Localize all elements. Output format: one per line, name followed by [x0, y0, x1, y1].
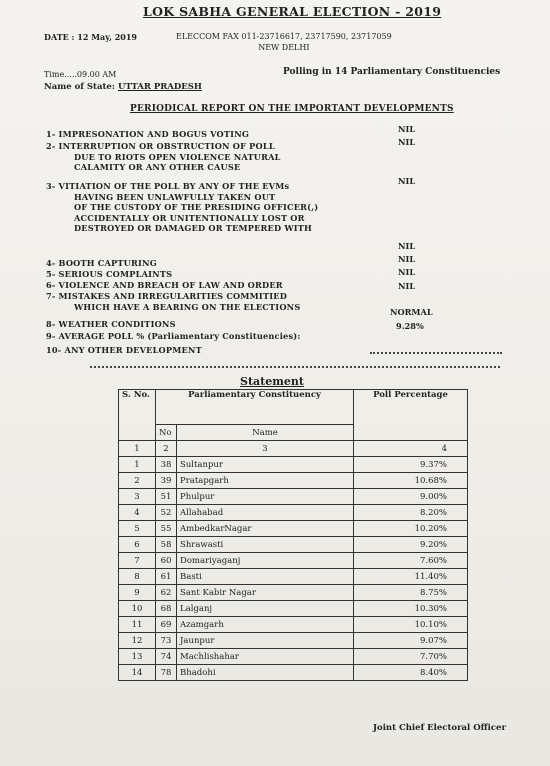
report-item [46, 345, 202, 356]
table-row [119, 617, 468, 633]
poll-percentage-cell: 10.68% [354, 473, 468, 489]
report-item [46, 280, 283, 291]
report-date: DATE : 12 May, 2019 [44, 32, 137, 42]
poll-percentage-cell: 8.20% [354, 505, 468, 521]
report-item-line: 3- VITIATION OF THE POLL BY ANY OF THE EVMs [46, 181, 290, 191]
report-item-line: DUE TO RIOTS OPEN VIOLENCE NATURAL [74, 151, 281, 162]
report-item-line: 10- ANY OTHER DEVELOPMENT [46, 345, 202, 355]
report-item-status: NIL [398, 281, 416, 291]
sno-cell: 2 [119, 473, 156, 489]
sno-cell: 1 [119, 457, 156, 473]
fax-numbers: ELECCOM FAX 011-23716617, 23717590, 23717059 [176, 32, 392, 41]
pc-number-cell: 39 [156, 473, 177, 489]
sno-cell: 12 [119, 633, 156, 649]
pc-number-cell: 74 [156, 649, 177, 665]
report-item [46, 269, 172, 280]
pc-name-cell: Lalganj [177, 601, 354, 617]
report-item-status: NIL [398, 254, 416, 264]
pc-name-cell: Bhadohi [177, 665, 354, 681]
dotted-divider [90, 366, 500, 368]
fax-info [176, 31, 392, 53]
poll-percentage-cell: 9.00% [354, 489, 468, 505]
report-item [46, 141, 281, 173]
report-item [46, 331, 301, 342]
sub-name-header: Name [177, 425, 354, 441]
table-body [119, 457, 468, 681]
pc-name-cell: Sant Kabir Nagar [177, 585, 354, 601]
pc-name-cell: Basti [177, 569, 354, 585]
index-row [119, 441, 468, 457]
report-item-line: 5- SERIOUS COMPLAINTS [46, 269, 173, 279]
report-item-line: 6- VIOLENCE AND BREACH OF LAW AND ORDER [46, 280, 283, 290]
report-item-line: 9- AVERAGE POLL % (Parliamentary Constituencies): [46, 331, 301, 341]
poll-percentage-cell: 7.60% [354, 553, 468, 569]
poll-percentage-cell: 9.20% [354, 537, 468, 553]
statement-title: Statement [240, 375, 304, 388]
table-row [119, 521, 468, 537]
state-label: Name of State: [44, 82, 115, 92]
table-row [119, 633, 468, 649]
sno-cell: 10 [119, 601, 156, 617]
state-line [44, 82, 202, 92]
report-item [46, 258, 157, 269]
col-poll-header: Poll Percentage [354, 390, 468, 441]
poll-percentage-cell: 8.40% [354, 665, 468, 681]
sno-cell: 8 [119, 569, 156, 585]
dotted-divider-short [370, 352, 502, 354]
report-item [46, 129, 249, 140]
sno-cell: 6 [119, 537, 156, 553]
pc-number-cell: 61 [156, 569, 177, 585]
pc-name-cell: Machlishahar [177, 649, 354, 665]
table-row [119, 649, 468, 665]
poll-percentage-cell: 7.70% [354, 649, 468, 665]
col-pc-header: Parliamentary Constituency [156, 390, 354, 425]
index-cell: 1 [119, 441, 156, 457]
fax-city: NEW DELHI [258, 43, 310, 52]
pc-number-cell: 69 [156, 617, 177, 633]
table-row [119, 489, 468, 505]
report-item-status: NORMAL [390, 307, 433, 317]
poll-percentage-cell: 9.07% [354, 633, 468, 649]
report-item-status: NIL [398, 137, 416, 147]
pc-name-cell: Sultanpur [177, 457, 354, 473]
pc-name-cell: Shrawasti [177, 537, 354, 553]
report-item-line: 4- BOOTH CAPTURING [46, 258, 157, 268]
report-item-line: 2- INTERRUPTION OR OBSTRUCTION OF POLL [46, 141, 275, 151]
report-item [46, 291, 300, 312]
report-time: Time.....09.00 AM [44, 70, 117, 79]
poll-percentage-cell: 10.10% [354, 617, 468, 633]
report-item-status: NIL [398, 124, 416, 134]
pc-name-cell: Jaunpur [177, 633, 354, 649]
polling-info: Polling in 14 Parliamentary Constituencies [283, 67, 501, 77]
index-cell: 3 [177, 441, 354, 457]
table-row [119, 505, 468, 521]
table-row [119, 569, 468, 585]
pc-name-cell: Allahabad [177, 505, 354, 521]
poll-percentage-cell: 10.20% [354, 521, 468, 537]
report-item-line: CALAMITY OR ANY OTHER CAUSE [74, 162, 241, 172]
pc-number-cell: 78 [156, 665, 177, 681]
sno-cell: 5 [119, 521, 156, 537]
state-value: UTTAR PRADESH [117, 82, 202, 92]
table-row [119, 665, 468, 681]
report-item-status: NIL [398, 176, 416, 186]
pc-number-cell: 58 [156, 537, 177, 553]
report-item-line: 1- IMPRESONATION AND BOGUS VOTING [46, 129, 250, 139]
report-item-line: HAVING BEEN UNLAWFULLY TAKEN OUT [74, 191, 276, 202]
sno-cell: 14 [119, 665, 156, 681]
index-cell: 4 [354, 441, 468, 457]
report-item [46, 319, 176, 330]
poll-percentage-cell: 9.37% [354, 457, 468, 473]
pc-number-cell: 60 [156, 553, 177, 569]
table-header-row [119, 390, 468, 425]
report-item-status: NIL [398, 241, 416, 251]
report-item-line: 7- MISTAKES AND IRREGULARITIES COMMITIED [46, 291, 288, 301]
table-row [119, 585, 468, 601]
report-item-line: OF THE CUSTODY OF THE PRESIDING OFFICER(,) [74, 202, 319, 212]
pc-number-cell: 38 [156, 457, 177, 473]
pc-number-cell: 73 [156, 633, 177, 649]
report-item-status: 9.28% [396, 321, 424, 331]
sno-cell: 13 [119, 649, 156, 665]
report-item [46, 181, 318, 234]
poll-percentage-cell: 11.40% [354, 569, 468, 585]
table-row [119, 537, 468, 553]
poll-percentage-cell: 8.75% [354, 585, 468, 601]
index-cell: 2 [156, 441, 177, 457]
sno-cell: 9 [119, 585, 156, 601]
report-item-line: WHICH HAVE A BEARING ON THE ELECTIONS [74, 301, 301, 312]
sno-cell: 4 [119, 505, 156, 521]
report-item-status: NIL [398, 267, 416, 277]
pc-number-cell: 68 [156, 601, 177, 617]
pc-name-cell: AmbedkarNagar [177, 521, 354, 537]
pc-name-cell: Domariyaganj [177, 553, 354, 569]
pc-name-cell: Azamgarh [177, 617, 354, 633]
sno-cell: 3 [119, 489, 156, 505]
table-row [119, 553, 468, 569]
statement-table [118, 389, 468, 681]
sub-no-header: No [156, 425, 177, 441]
pc-number-cell: 55 [156, 521, 177, 537]
pc-number-cell: 52 [156, 505, 177, 521]
report-item-line: 8- WEATHER CONDITIONS [46, 319, 176, 329]
table-row [119, 457, 468, 473]
poll-percentage-cell: 10.30% [354, 601, 468, 617]
col-sno-header: S. No. [119, 390, 156, 441]
signatory: Joint Chief Electoral Officer [373, 723, 506, 733]
sno-cell: 11 [119, 617, 156, 633]
pc-name-cell: Pratapgarh [177, 473, 354, 489]
sno-cell: 7 [119, 553, 156, 569]
pc-name-cell: Phulpur [177, 489, 354, 505]
pc-number-cell: 51 [156, 489, 177, 505]
report-title: PERIODICAL REPORT ON THE IMPORTANT DEVELOPMENTS [130, 104, 454, 114]
report-item-line: ACCIDENTALLY OR UNITENTIONALLY LOST OR [74, 212, 305, 223]
table-row [119, 601, 468, 617]
table-row [119, 473, 468, 489]
pc-number-cell: 62 [156, 585, 177, 601]
report-item-line: DESTROYED OR DAMAGED OR TEMPERED WITH [74, 223, 312, 233]
document-title: LOK SABHA GENERAL ELECTION - 2019 [143, 4, 442, 19]
